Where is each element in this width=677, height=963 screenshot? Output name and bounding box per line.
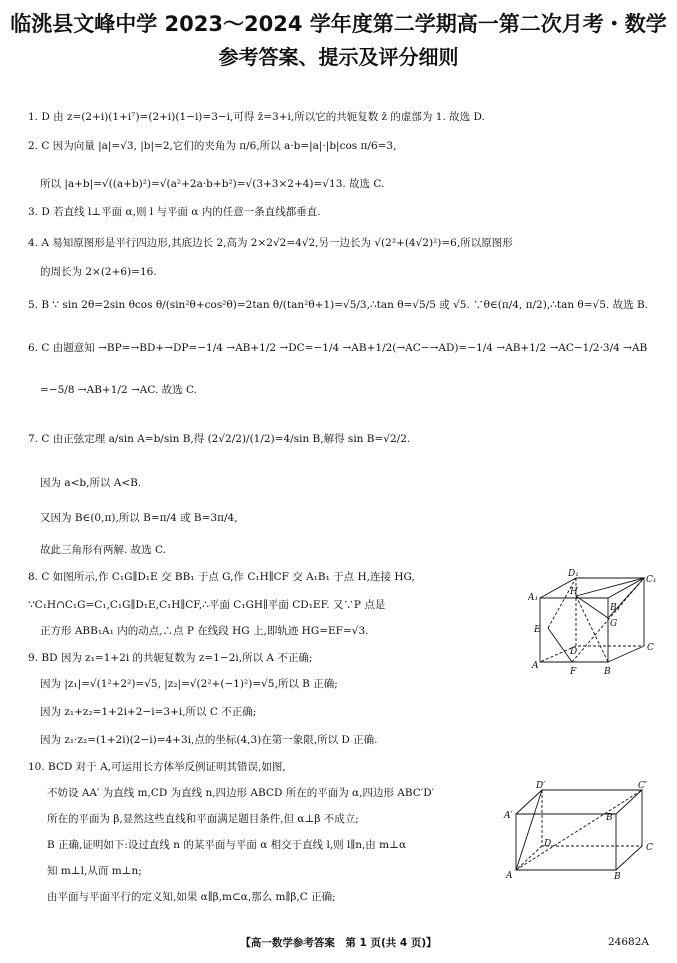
fig1-label-E: E (534, 625, 541, 635)
answer-line-21: 10. BCD 对于 A,可运用长方体举反例证明其错误,如图, (28, 761, 286, 773)
fig1-label-C: C (647, 643, 654, 653)
fig1-label-H: H (570, 587, 578, 597)
answer-line-12: 又因为 B∈(0,π),所以 B=π/4 或 B=3π/4, (40, 512, 238, 524)
answer-line-8: 6. C 由题意知 →BP=→BD+→DP=−1/4 →AB+1/2 →DC=−1/4 →AB+1/2(→AC−→AD)=−1/4 →AB+1/2 →AC−1/2·3/4 →AB (28, 342, 648, 354)
answer-line-1: 1. D 由 z=(2+i)(1+i⁷)=(2+i)(1−i)=3−i,可得 z̄=3+i,所以它的共轭复数 z̄ 的虚部为 1. 故选 D. (28, 111, 485, 123)
fig1-label-A1: A₁ (528, 593, 539, 603)
answer-line-17: 9. BD 因为 z₁=1+2i 的共轭复数为 z=1−2i,所以 A 不正确; (28, 652, 313, 664)
answer-line-10: 7. C 由正弦定理 a/sin A=b/sin B,得 (2√2/2)/(1/2)=4/sin B,解得 sin B=√2/2. (28, 433, 411, 445)
answer-line-26: 由平面与平面平行的定义知,如果 α∥β,m⊂α,那么 m∥β,C 正确; (47, 891, 336, 903)
page-title: 临洮县文峰中学 2023～2024 学年度第二学期高一第二次月考・数学 (10, 12, 667, 36)
answer-line-22: 不妨设 AA′ 为直线 m,CD 为直线 n,四边形 ABCD 所在的平面为 α,四边形 ABC′D′ (47, 787, 435, 799)
answer-line-14: 8. C 如图所示,作 C₁G∥D₁E 交 BB₁ 于点 G,作 C₁H∥CF 交 A₁B₁ 于点 H,连接 HG, (28, 571, 415, 583)
answer-line-23: 所在的平面为 β,显然这些直线和平面满足题目条件,但 α⊥β 不成立; (47, 813, 359, 825)
fig1-label-D1: D₁ (568, 569, 579, 579)
fig2-label-A: A (506, 871, 513, 880)
answer-line-16: 正方形 ABB₁A₁ 内的动点,∴点 P 在线段 HG 上,即轨迹 HG=EF=√3. (40, 625, 369, 637)
answer-line-24: B 正确,证明如下:设过直线 n 的某平面与平面 α 相交于直线 l,则 l∥n,由 m⊥α (47, 839, 407, 851)
fig1-label-G: G (610, 619, 618, 629)
answer-line-19: 因为 z₁+z₂=1+2i+2−i=3+i,所以 C 不正确; (40, 706, 257, 718)
answer-line-5: 4. A 易知原图形是平行四边形,其底边长 2,高为 2×2√2=4√2,另一边长为 √(2²+(4√2)²)=6,所以原图形 (28, 237, 513, 249)
answer-line-9: =−5/8 →AB+1/2 →AC. 故选 C. (40, 384, 198, 396)
page-footer: 【高一数学参考答案 第 1 页(共 4 页)】 (240, 937, 437, 949)
fig2-label-B: B (614, 872, 621, 880)
fig2-label-B-prime: B′ (606, 813, 615, 823)
answer-line-4: 3. D 若直线 l⊥平面 α,则 l 与平面 α 内的任意一条直线都垂直. (28, 206, 321, 218)
fig1-label-B1: B₁ (610, 603, 621, 613)
answer-line-13: 故此三角形有两解. 故选 C. (40, 544, 167, 556)
document-code: 24682A (608, 936, 649, 948)
box-figure (500, 780, 660, 880)
answer-line-6: 的周长为 2×(2+6)=16. (40, 266, 157, 278)
answer-line-20: 因为 z₁·z₂=(1+2i)(2−i)=4+3i,点的坐标(4,3)在第一象限,所以 D 正确. (40, 734, 378, 746)
answer-line-15: ∵C₁H∩C₁G=C₁,C₁G∥D₁E,C₁H∥CF,∴平面 C₁GH∥平面 CD₁EF. 又∵P 点是 (28, 599, 386, 611)
fig1-label-A: A (532, 661, 539, 671)
answer-line-2: 2. C 因为向量 |a|=√3, |b|=2,它们的夹角为 π/6,所以 a·b=|a|·|b|cos π/6=3, (28, 140, 397, 152)
answer-line-11: 因为 a<b,所以 A<B. (40, 477, 142, 489)
fig1-label-D: D (570, 647, 578, 657)
fig2-label-C-prime: C′ (638, 781, 647, 791)
fig2-label-D: D (544, 839, 552, 849)
answer-line-25: 知 m⊥l,从而 m⊥n; (47, 865, 142, 877)
cube-figure (528, 566, 663, 678)
answer-line-3: 所以 |a+b|=√((a+b)²)=√(a²+2a·b+b²)=√(3+3×2+4)=√13. 故选 C. (40, 178, 385, 190)
page-subtitle: 参考答案、提示及评分细则 (218, 45, 459, 69)
fig1-label-F: F (570, 667, 577, 677)
fig2-label-A-prime: A′ (504, 811, 513, 821)
fig1-label-C1: C₁ (646, 575, 657, 585)
answer-line-7: 5. B ∵ sin 2θ=2sin θcos θ/(sin²θ+cos²θ)=2tan θ/(tan²θ+1)=√5/3,∴tan θ=√5/5 或 √5. ∵θ∈(π/4, π/2),∴tan θ=√5. 故选 B. (28, 299, 648, 311)
answer-line-18: 因为 |z₁|=√(1²+2²)=√5, |z₂|=√(2²+(−1)²)=√5,所以 B 正确; (40, 678, 338, 690)
fig2-label-D-prime: D′ (536, 781, 546, 791)
fig2-label-C: C (646, 843, 653, 853)
fig1-label-B: B (604, 667, 611, 677)
